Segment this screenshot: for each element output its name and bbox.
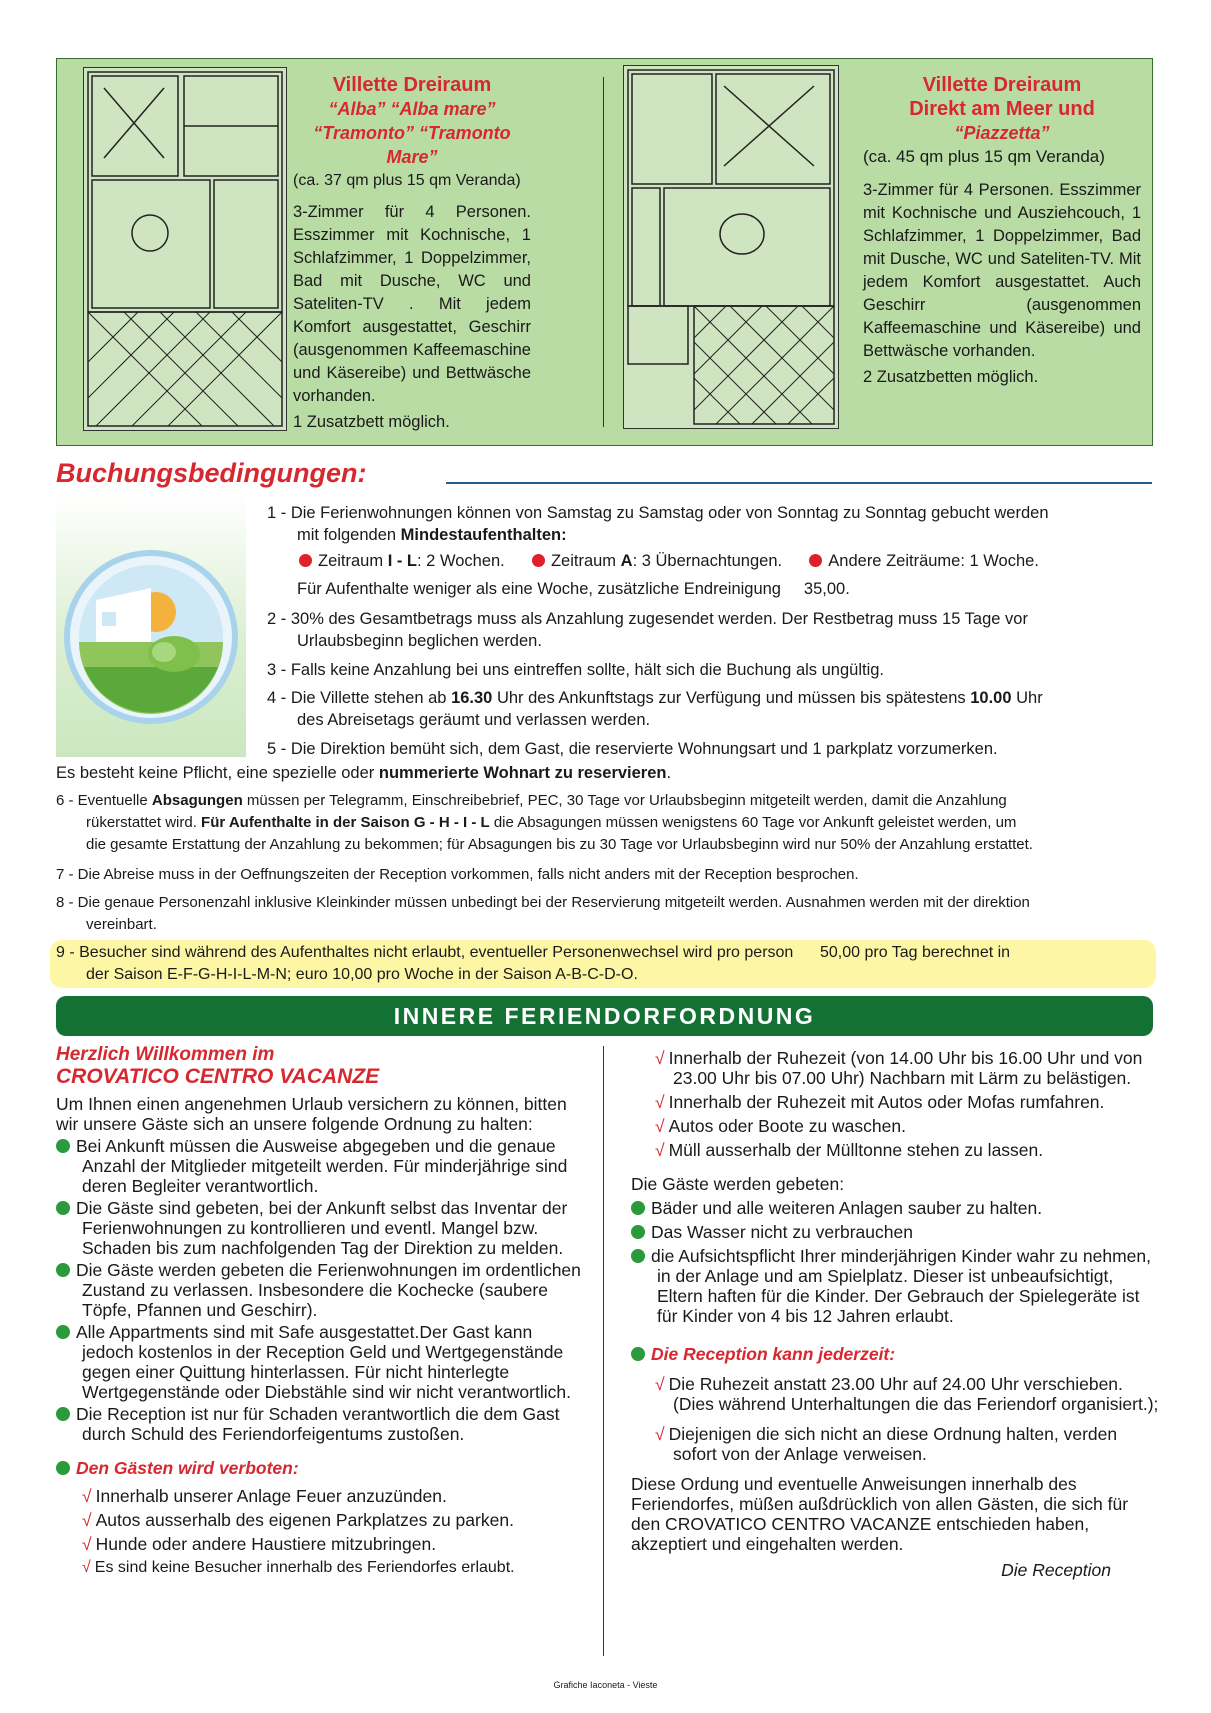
forbidden-item: [82, 1532, 586, 1556]
green-dot-icon: [56, 1201, 70, 1215]
condition-2-line-b: Urlaubsbeginn beglichen werden.: [297, 632, 542, 650]
condition-1: [267, 502, 1157, 600]
forbidden-cont-list: [631, 1048, 1161, 1160]
left-rule-item: [56, 1260, 586, 1320]
c5-post: .: [666, 764, 672, 782]
condition-6: [56, 790, 1166, 856]
c4-pre: 4 - Die Villette stehen ab: [267, 689, 452, 707]
forbidden-cont-item: [655, 1048, 1161, 1088]
asked-text: Das Wasser nicht zu verbrauchen: [651, 1222, 913, 1242]
green-dot-icon: [56, 1407, 70, 1421]
rules-banner: INNERE FERIENDORFORDNUNG: [56, 996, 1153, 1036]
asked-item: [631, 1198, 1161, 1218]
condition-2-line-a: 2 - 30% des Gesamtbetrags muss als Anzahlung zugesendet werden. Der Restbetrag muss 15 Tage vor: [267, 610, 1028, 628]
footer-credit: Grafiche Iaconeta - Vieste: [553, 1680, 658, 1690]
villa-2-title-1: Villette Dreiraum: [922, 74, 1082, 96]
asked-item: [631, 1222, 1161, 1242]
villa-divider: [603, 77, 604, 427]
villa-1-description: 3-Zimmer für 4 Personen. Esszimmer mit Kochnische, 1 Schlafzimmer, 1 Doppelzimmer, Bad mit Dusche, WC und Sateliten-TV . Mit jedem Komfort ausgestattet, Geschirr (ausgenommen Kaffeemaschine und Käsereibe) und Bettwäsche vorhanden.: [293, 203, 531, 405]
forbidden-cont-item: [655, 1092, 1161, 1112]
rules-left-column: [56, 1044, 586, 1580]
checkmark-icon: √: [655, 1092, 665, 1112]
red-dot-icon: [809, 554, 822, 567]
reception-list: [631, 1374, 1161, 1464]
green-dot-icon: [56, 1461, 70, 1475]
condition-6-line-b: [56, 812, 1166, 834]
left-rule-item: [56, 1198, 586, 1258]
reception-text: Diejenigen die sich nicht an diese Ordnung halten, verden sofort von der Anlage verweisen.: [668, 1424, 1118, 1464]
reception-item: [655, 1374, 1161, 1414]
condition-6-line-a: [56, 790, 1166, 812]
left-rule-item: [56, 1136, 586, 1196]
booking-title-rule: [446, 482, 1152, 484]
short-stay-note: Für Aufenthalte weniger als eine Woche, zusätzliche Endreinigung 35,00.: [297, 580, 850, 598]
forbidden-list: [56, 1484, 586, 1580]
forbidden-text: Innerhalb unserer Anlage Feuer anzuzünden.: [95, 1486, 447, 1506]
condition-9-line-b: der Saison E-F-G-H-I-L-M-N; euro 10,00 pro Woche in der Saison A-B-C-D-O.: [86, 966, 638, 983]
period-2-bold: A: [620, 552, 633, 570]
checkmark-icon: √: [82, 1559, 91, 1576]
condition-8: [56, 892, 1166, 936]
condition-1-text: mit folgenden: [297, 526, 401, 544]
condition-4-line-b: des Abreisetags geräumt und verlassen werden.: [297, 711, 651, 729]
checkmark-icon: √: [655, 1140, 665, 1160]
asked-title: Die Gäste werden gebeten:: [631, 1174, 845, 1194]
c4-bold-2: 10.00: [970, 689, 1012, 707]
periods-row: [267, 550, 1157, 572]
left-rule-item: [56, 1404, 586, 1444]
left-rule-text: Die Reception ist nur für Schaden verantwortlich die dem Gast durch Schuld des Feriendorfeigentums zustoßen.: [76, 1404, 560, 1444]
left-rule-text: Alle Appartments sind mit Safe ausgestattet.Der Gast kann jedoch kostenlos in der Reception Geld und Wertgegenstände gegen einer Quittung hinterlassen. Für nicht hinterlegte Wertgegenstände oder Diebstähle sind wir nicht verantwortlich.: [76, 1322, 571, 1402]
forbidden-title: Den Gästen wird verboten:: [76, 1458, 299, 1478]
villa-2-subtitle: “Piazzetta”: [954, 123, 1050, 143]
asked-item: [631, 1246, 1161, 1326]
c6-pre: 6 - Eventuelle: [56, 792, 152, 809]
checkmark-icon: √: [655, 1048, 665, 1068]
forbidden-cont-text: Autos oder Boote zu waschen.: [668, 1116, 906, 1136]
green-dot-icon: [56, 1325, 70, 1339]
condition-5-line-b: [56, 762, 1156, 784]
condition-4: [267, 687, 1157, 731]
villa-2-title-2: Direkt am Meer und: [909, 98, 1095, 120]
checkmark-icon: √: [655, 1116, 665, 1136]
left-rule-text: Die Gäste sind gebeten, bei der Ankunft selbst das Inventar der Ferienwohnungen zu kontrollieren und eventl. Mangel bzw. Schaden bis zum nachfolgenden Tag der Direktion zu melden.: [76, 1198, 568, 1258]
closing-text: Diese Ordung und eventuelle Anweisungen innerhalb des Feriendorfes, müßen außdrücklich von allen Gästen, die sich für den CROVATICO CENTRO VACANZE entschieden haben, akzeptiert und eingehalten werden.: [631, 1474, 1129, 1554]
c4-post: Uhr: [1011, 689, 1043, 707]
forbidden-text: Autos ausserhalb des eigenen Parkplatzes zu parken.: [95, 1510, 514, 1530]
left-rule-text: Die Gäste werden gebeten die Ferienwohnungen im ordentlichen Zustand zu verlassen. Insbesondere die Kochecke (saubere Töpfe, Pfannen und Geschirr).: [76, 1260, 581, 1320]
forbidden-item: [82, 1556, 586, 1580]
villa-1-subtitle-1: “Alba” “Alba mare”: [328, 99, 496, 119]
condition-1-bold: Mindestaufenthalten:: [400, 526, 567, 544]
green-dot-icon: [631, 1249, 645, 1263]
condition-8-line-b: vereinbart.: [86, 916, 157, 933]
c5-bold: nummerierte Wohnart zu reservieren: [378, 764, 667, 782]
condition-1-line-b: [267, 524, 1157, 546]
forbidden-cont-item: [655, 1116, 1161, 1136]
reception-heading: [631, 1344, 1161, 1364]
forbidden-cont-item: [655, 1140, 1161, 1160]
c6-bold: Absagungen: [151, 792, 243, 809]
forbidden-cont-text: Müll ausserhalb der Mülltonne stehen zu lassen.: [668, 1140, 1044, 1160]
condition-6-line-c: die gesamte Erstattung der Anzahlung zu bekommen; für Absagungen bis zu 30 Tage vor Urlaubsbeginn wird nur 50% der Anzahlung erstattet.: [86, 836, 1033, 853]
welcome-line-2: CROVATICO CENTRO VACANZE: [56, 1065, 380, 1088]
checkmark-icon: √: [82, 1534, 92, 1554]
reception-title: Die Reception kann jederzeit:: [651, 1344, 896, 1364]
condition-3: 3 - Falls keine Anzahlung bei uns eintreffen sollte, hält sich die Buchung als ungültig.: [267, 661, 885, 679]
red-dot-icon: [299, 554, 312, 567]
c6-post: müssen per Telegramm, Einschreibebrief, PEC, 30 Tage vor Urlaubsbeginn mitgeteilt werden, damit die Anzahlung: [242, 792, 1007, 809]
booking-title: Buchungsbedingungen:: [56, 458, 367, 488]
condition-9-line-a: 9 - Besucher sind während des Aufenthaltes nicht erlaubt, eventueller Personenwechsel wird pro person 50,00 pro Tag berechnet in: [56, 944, 1011, 961]
intro-text: Um Ihnen einen angenehmen Urlaub versichern zu können, bitten wir unsere Gäste sich an unsere folgende Ordnung zu halten:: [56, 1094, 567, 1134]
green-dot-icon: [631, 1225, 645, 1239]
c6b-post: die Absagungen müssen wenigstens 60 Tage vor Ankunft geleistet werden, um: [489, 814, 1017, 831]
signature: Die Reception: [1001, 1560, 1111, 1580]
checkmark-icon: √: [655, 1374, 665, 1394]
left-rule-text: Bei Ankunft müssen die Ausweise abgegeben und die genaue Anzahl der Mitglieder mitgeteilt werden. Für minderjährige sind deren Begleiter verantwortlich.: [76, 1136, 568, 1196]
villa-1-text: [293, 73, 531, 434]
welcome-line-1: Herzlich Willkommen im: [56, 1044, 275, 1065]
checkmark-icon: √: [655, 1424, 665, 1444]
forbidden-cont-text: Innerhalb der Ruhezeit mit Autos oder Mofas rumfahren.: [668, 1092, 1105, 1112]
c6b-bold: Für Aufenthalte in der Saison G - H - I - L: [201, 814, 490, 831]
checkmark-icon: √: [82, 1510, 92, 1530]
villa-1-title: Villette Dreiraum: [332, 74, 492, 96]
period-3-text: Andere Zeiträume: 1 Woche.: [828, 552, 1039, 570]
villa-1-area: (ca. 37 qm plus 15 qm Veranda): [293, 172, 521, 189]
c6b-pre: rükerstattet wird.: [86, 814, 202, 831]
villa-2-text: [863, 73, 1141, 389]
forbidden-heading: [56, 1458, 586, 1478]
green-dot-icon: [56, 1139, 70, 1153]
condition-1-line-a: 1 - Die Ferienwohnungen können von Samstag zu Samstag oder von Sonntag zu Sonntag gebucht werden: [267, 504, 1049, 522]
condition-4-line-a: [267, 687, 1157, 709]
left-rule-item: [56, 1322, 586, 1402]
period-2-post: : 3 Übernachtungen.: [632, 552, 783, 570]
floor-plan-icon: [83, 67, 287, 431]
villa-2-extra: 2 Zusatzbetten möglich.: [863, 368, 1039, 386]
forbidden-cont-text: Innerhalb der Ruhezeit (von 14.00 Uhr bis 16.00 Uhr und von 23.00 Uhr bis 07.00 Uhr) Nachbarn mit Lärm zu belästigen.: [668, 1048, 1143, 1088]
logo-panel: [56, 492, 246, 757]
green-dot-icon: [631, 1201, 645, 1215]
sun-house-logo-icon: [56, 492, 246, 757]
rules-right-column: [631, 1048, 1161, 1580]
green-dot-icon: [631, 1347, 645, 1361]
forbidden-text: Hunde oder andere Haustiere mitzubringen.: [95, 1534, 437, 1554]
reception-text: Die Ruhezeit anstatt 23.00 Uhr auf 24.00 Uhr verschieben. (Dies während Unterhaltungen die das Feriendorf organisiert.);: [668, 1374, 1159, 1414]
checkmark-icon: √: [82, 1486, 92, 1506]
floor-plan-icon: [623, 65, 839, 429]
column-divider: [603, 1046, 604, 1656]
villa-1-subtitle-2: “Tramonto” “Tramonto Mare”: [313, 123, 511, 167]
condition-8-line-a: 8 - Die genaue Personenzahl inklusive Kleinkinder müssen unbedingt bei der Reservierung mitgeteilt werden. Ausnahmen werden mit der direktion: [56, 894, 1030, 911]
period-1-post: : 2 Wochen.: [417, 552, 505, 570]
condition-5-line-a: 5 - Die Direktion bemüht sich, dem Gast, die reservierte Wohnungsart und 1 parkplatz vorzumerken.: [267, 740, 998, 758]
villa-1-extra: 1 Zusatzbett möglich.: [293, 413, 450, 431]
villa-info-box: [56, 58, 1153, 446]
c4-bold-1: 16.30: [451, 689, 493, 707]
forbidden-text: Es sind keine Besucher innerhalb des Feriendorfes erlaubt.: [94, 1559, 515, 1576]
forbidden-item: [82, 1508, 586, 1532]
c4-mid: Uhr des Ankunftstags zur Verfügung und müssen bis spätestens: [492, 689, 971, 707]
asked-text: die Aufsichtspflicht Ihrer minderjährigen Kinder wahr zu nehmen, in der Anlage und am Spielplatz. Dieser ist unbeaufsichtigt, Eltern haften für die Kinder. Der Gebrauch der Spielegeräte ist für Kinder von 4 bis 12 Jahren erlaubt.: [651, 1246, 1151, 1326]
villa-2-area: (ca. 45 qm plus 15 qm Veranda): [863, 147, 1105, 166]
period-1-text: Zeitraum: [318, 552, 388, 570]
forbidden-item: [82, 1484, 586, 1508]
asked-text: Bäder und alle weiteren Anlagen sauber zu halten.: [651, 1198, 1043, 1218]
red-dot-icon: [532, 554, 545, 567]
condition-2: [267, 608, 1157, 652]
period-1-bold: I - L: [387, 552, 418, 570]
condition-7: 7 - Die Abreise muss in der Oeffnungszeiten der Reception vorkommen, falls nicht anders mit der Reception besprochen.: [56, 866, 859, 883]
green-dot-icon: [56, 1263, 70, 1277]
condition-9: [56, 942, 1166, 986]
reception-item: [655, 1424, 1161, 1464]
period-2-text: Zeitraum: [550, 552, 621, 570]
c5-pre: Es besteht keine Pflicht, eine spezielle oder: [56, 764, 379, 782]
villa-2-description: 3-Zimmer für 4 Personen. Esszimmer mit Kochnische und Ausziehcouch, 1 Schlafzimmer, 1 Doppelzimmer, Bad mit Dusche, WC und Sateliten-TV. Mit jedem Komfort ausgestattet. Auch Geschirr (ausgenommen Kaffeemaschine und Käsereibe) und Bettwäsche vorhanden.: [863, 181, 1141, 360]
